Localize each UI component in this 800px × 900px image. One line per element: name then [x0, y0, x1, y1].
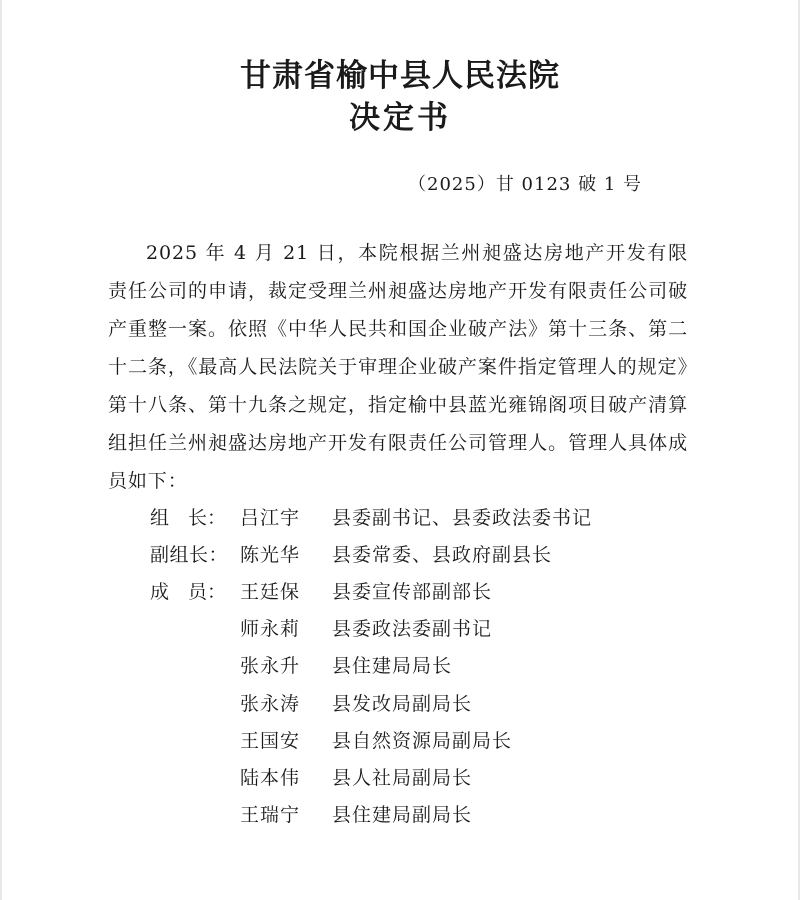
member-name: 张永涛	[240, 693, 301, 715]
member-name: 陆本伟	[240, 767, 301, 789]
member-position: 县住建局局长	[332, 655, 453, 677]
court-name-heading: 甘肃省榆中县人民法院	[240, 58, 560, 94]
member-position: 县委宣传部副部长	[332, 581, 493, 603]
member-name: 王廷保	[240, 581, 301, 603]
member-position: 县委副书记、县委政法委书记	[332, 507, 593, 529]
decision-paragraph: 2025 年 4 月 21 日，本院根据兰州昶盛达房地产开发有限责任公司的申请，裁定受理兰州昶盛达房地产开发有限责任公司破产重整一案。依照《中华人民共和国企业破产法》第十三条、第二十二条，《最高人民法院关于审理企业破产案件指定管理人的规定》第十八条、第十九条之规定，指定榆中县蓝光雍锦阁项目破产清算组担任兰州昶盛达房地产开发有限责任公司管理人。管理人具体成员如下：	[108, 242, 688, 492]
member-name: 张永升	[240, 655, 301, 677]
case-number: （2025）甘 0123 破 1 号	[408, 174, 642, 195]
member-role: 组 长：	[150, 507, 227, 529]
member-role: 副组长：	[150, 544, 229, 566]
member-name: 师永莉	[240, 618, 301, 640]
document-type-heading: 决定书	[349, 100, 451, 136]
member-name: 王国安	[240, 730, 301, 752]
member-name: 陈光华	[240, 544, 301, 566]
member-role: 成 员：	[150, 581, 227, 603]
member-position: 县自然资源局副局长	[332, 730, 513, 752]
member-position: 县人社局副局长	[332, 767, 473, 789]
member-name: 王瑞宁	[240, 804, 301, 826]
member-position: 县委政法委副书记	[332, 618, 493, 640]
member-position: 县住建局副局长	[332, 804, 473, 826]
member-position: 县委常委、县政府副县长	[332, 544, 553, 566]
member-name: 吕江宇	[240, 507, 301, 529]
member-position: 县发改局副局长	[332, 693, 473, 715]
